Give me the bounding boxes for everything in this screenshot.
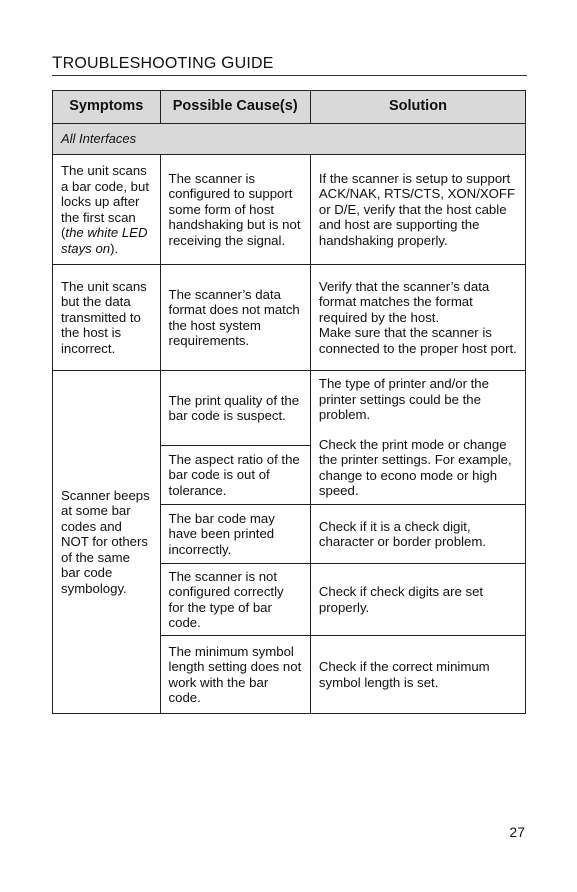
symptom-cell: Scanner beeps at some bar codes and NOT for others of the same bar code symbology.	[53, 371, 161, 714]
solution-line: The type of printer and/or the printer settings could be the problem.	[318, 376, 489, 422]
table-row	[53, 371, 526, 446]
cause-cell: The scanner is configured to support some form of host handshaking but is not receiving the signal.	[160, 155, 310, 265]
column-header-causes: Possible Cause(s)	[160, 91, 310, 124]
column-header-solution: Solution	[310, 91, 525, 124]
cause-cell: The print quality of the bar code is suspect.	[160, 371, 310, 446]
page-header	[52, 53, 527, 76]
table-row	[53, 265, 526, 371]
solution-cell: Check if check digits are set properly.	[310, 564, 525, 636]
cause-cell: The scanner’s data format does not match the host system requirements.	[160, 265, 310, 371]
troubleshooting-table	[52, 90, 526, 714]
cause-cell: The bar code may have been printed incorrectly.	[160, 505, 310, 564]
section-label: All Interfaces	[53, 124, 526, 155]
solution-line: Verify that the scanner’s data format matches the format required by the host.	[318, 278, 490, 325]
symptom-cell: The unit scans but the data transmitted to the host is incorrect.	[53, 265, 161, 371]
symptom-cell: The unit scans a bar code, but locks up after the first scan (the white LED stays on).	[53, 155, 161, 265]
cause-cell: The scanner is not configured correctly for the type of bar code.	[160, 564, 310, 636]
table-row	[53, 155, 526, 265]
solution-cell	[310, 371, 525, 505]
page-number: 27	[509, 824, 525, 840]
column-header-symptoms: Symptoms	[53, 91, 161, 124]
page-title: TROUBLESHOOTING GUIDE	[52, 53, 274, 72]
solution-cell	[310, 265, 525, 371]
cause-cell: The aspect ratio of the bar code is out of tolerance.	[160, 446, 310, 505]
cause-cell: The minimum symbol length setting does not work with the bar code.	[160, 636, 310, 714]
solution-line: Make sure that the scanner is connected to the proper host port.	[318, 325, 517, 356]
solution-line: Check the print mode or change the printer settings. For example, change to econo mode or high speed.	[318, 436, 512, 498]
section-row	[53, 124, 526, 155]
solution-cell: Check if it is a check digit, character or border problem.	[310, 505, 525, 564]
solution-cell: If the scanner is setup to support ACK/NAK, RTS/CTS, XON/XOFF or D/E, verify that the host cable and host are supporting the handshaking properly.	[310, 155, 525, 265]
solution-cell: Check if the correct minimum symbol length is set.	[310, 636, 525, 714]
table-header-row	[53, 91, 526, 124]
